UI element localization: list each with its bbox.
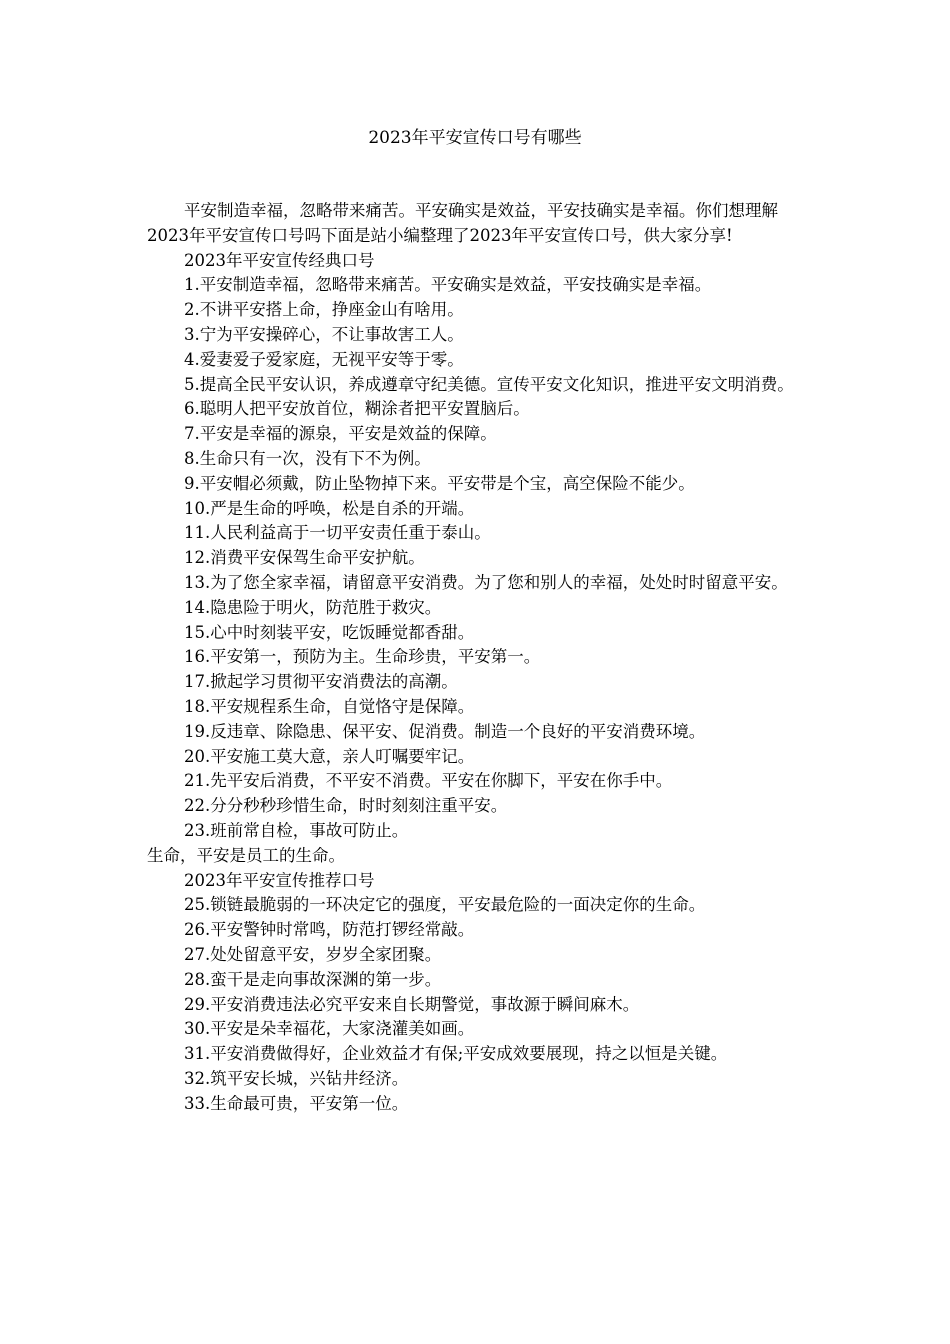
slogan-item: 2.不讲平安搭上命，挣座金山有啥用。 bbox=[184, 300, 464, 320]
slogan-item: 32.筑平安长城，兴钻井经济。 bbox=[184, 1068, 409, 1088]
slogan-item: 26.平安警钟时常鸣，防范打锣经常敲。 bbox=[184, 920, 475, 940]
slogan-item: 23.班前常自检，事故可防止。 bbox=[184, 820, 409, 840]
document-title: 2023年平安宣传口号有哪些 bbox=[368, 128, 582, 148]
document-body bbox=[147, 199, 803, 1116]
slogan-item: 4.爱妻爱子爱家庭，无视平安等于零。 bbox=[184, 349, 464, 369]
intro-paragraph: 平安制造幸福，忽略带来痛苦。平安确实是效益，平安技确实是幸福。你们想理解2023年平安宣传口号吗下面是站小编整理了2023年平安宣传口号，供大家分享! bbox=[147, 201, 778, 245]
slogan-item: 22.分分秒秒珍惜生命，时时刻刻注重平安。 bbox=[184, 796, 508, 816]
slogan-item: 12.消费平安保驾生命平安护航。 bbox=[184, 548, 425, 568]
slogan-item: 19.反违章、除隐患、保平安、促消费。制造一个良好的平安消费环境。 bbox=[184, 721, 706, 741]
slogan-item: 14.隐患险于明火，防范胜于救灾。 bbox=[184, 597, 442, 617]
slogan-item: 9.平安帽必须戴，防止坠物掉下来。平安带是个宝，高空保险不能少。 bbox=[184, 473, 695, 493]
section-heading-classic: 2023年平安宣传经典口号 bbox=[184, 250, 375, 270]
slogan-item: 3.宁为平安操碎心，不让事故害工人。 bbox=[184, 324, 464, 344]
slogan-item: 5.提高全民平安认识，养成遵章守纪美德。宣传平安文化知识，推进平安文明消费。 bbox=[184, 374, 794, 394]
slogan-item: 21.先平安后消费，不平安不消费。平安在你脚下，平安在你手中。 bbox=[184, 771, 673, 791]
slogan-item: 7.平安是幸福的源泉，平安是效益的保障。 bbox=[184, 424, 497, 444]
slogan-item: 29.平安消费违法必究平安来自长期警觉，事故源于瞬间麻木。 bbox=[184, 994, 640, 1014]
slogan-item: 25.锁链最脆弱的一环决定它的强度，平安最危险的一面决定你的生命。 bbox=[184, 895, 706, 915]
slogan-item: 30.平安是朵幸福花，大家浇灌美如画。 bbox=[184, 1019, 475, 1039]
slogan-item: 20.平安施工莫大意，亲人叮嘱要牢记。 bbox=[184, 746, 475, 766]
slogan-item: 11.人民利益高于一切平安责任重于泰山。 bbox=[184, 523, 491, 543]
slogan-item: 10.严是生命的呼唤，松是自杀的开端。 bbox=[184, 498, 475, 518]
orphan-line: 生命，平安是员工的生命。 bbox=[147, 845, 345, 865]
section-heading-recommended: 2023年平安宣传推荐口号 bbox=[184, 870, 375, 890]
slogan-item: 33.生命最可贵，平安第一位。 bbox=[184, 1093, 409, 1113]
slogan-item: 13.为了您全家幸福，请留意平安消费。为了您和别人的幸福，处处时时留意平安。 bbox=[184, 572, 788, 592]
slogan-item: 31.平安消费做得好，企业效益才有保;平安成效要展现，持之以恒是关键。 bbox=[184, 1044, 728, 1064]
slogan-item: 6.聪明人把平安放首位，糊涂者把平安置脑后。 bbox=[184, 399, 530, 419]
slogan-item: 18.平安规程系生命，自觉恪守是保障。 bbox=[184, 696, 475, 716]
slogan-item: 28.蛮干是走向事故深渊的第一步。 bbox=[184, 969, 442, 989]
slogan-item: 15.心中时刻装平安，吃饭睡觉都香甜。 bbox=[184, 622, 475, 642]
slogan-item: 1.平安制造幸福，忽略带来痛苦。平安确实是效益，平安技确实是幸福。 bbox=[184, 275, 712, 295]
slogan-item: 27.处处留意平安，岁岁全家团聚。 bbox=[184, 944, 442, 964]
slogan-item: 16.平安第一，预防为主。生命珍贵，平安第一。 bbox=[184, 647, 541, 667]
slogan-item: 8.生命只有一次，没有下不为例。 bbox=[184, 448, 431, 468]
slogan-item: 17.掀起学习贯彻平安消费法的高潮。 bbox=[184, 672, 458, 692]
